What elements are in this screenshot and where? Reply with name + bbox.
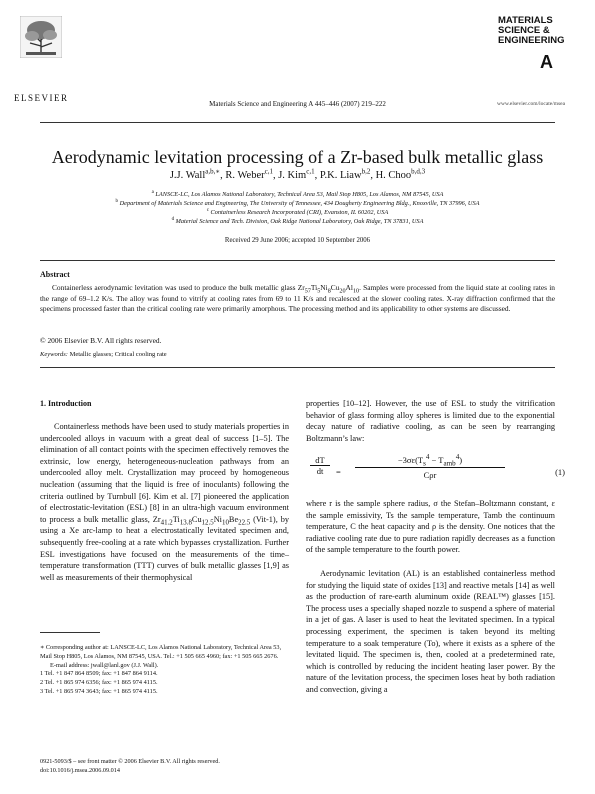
equation-rhs-numerator: $-3\sigma\varepsilon(T_s^4 - T_{amb}^4)$ [355, 455, 505, 468]
equation-lhs-denominator: dt [316, 466, 324, 476]
affiliation-text: Containerless Research Incorporated (CRI), Evanston, IL 60202, USA [210, 209, 389, 216]
author-name: P.K. Liaw [319, 170, 362, 181]
alloy-element: Cu [330, 283, 340, 292]
alloy-subscript: 8 [327, 288, 331, 295]
affiliation [0, 218, 595, 225]
journal-logo-line: MATERIALS [498, 15, 553, 26]
affiliation-mark: a [151, 189, 154, 195]
affiliation-text: Department of Materials Science and Engineering, The University of Tennessee, 434 Dougherty Engineering Bldg., Knoxville, TN 37996, USA [119, 200, 480, 207]
alloy-element: Al [345, 283, 353, 292]
footnote-2: 2 Tel. +1 865 974 6356; fax: +1 865 974 4115. [40, 679, 158, 687]
alloy-subscript: 10 [222, 519, 229, 527]
equation-equals-sign: = [336, 467, 341, 477]
journal-website-link[interactable]: www.elsevier.com/locate/msea [497, 101, 566, 107]
footer-copyright: 0921-5093/$ – see front matter © 2006 Elsevier B.V. All rights reserved. [40, 758, 220, 765]
journal-logo-line: ENGINEERING [498, 35, 565, 46]
right-paragraph-1: properties [10–12]. However, the use of ESL to study the vitrification behavior of glass forming alloy spheres is limited due to the exponential decay nature of radiative cooling, as can be seen by rearranging Boltzmann’s law: [306, 399, 555, 443]
journal-citation: Materials Science and Engineering A 445–446 (2007) 219–222 [209, 100, 386, 108]
alloy-subscript: 10 [352, 288, 360, 295]
alloy-element: Ni [320, 283, 328, 292]
alloy-element: Cu [191, 514, 202, 524]
page-footer [40, 758, 220, 775]
footnote-divider [40, 632, 100, 633]
intro-paragraph [40, 421, 289, 583]
alloy-element: Ti [172, 514, 180, 524]
equation-1 [300, 455, 565, 495]
abstract-top-divider [40, 260, 555, 261]
footer-doi[interactable]: doi:10.1016/j.msea.2006.09.014 [40, 766, 120, 774]
equation-lhs [310, 455, 330, 476]
author-name: H. Choo [375, 170, 412, 181]
author-affiliation-mark: a,b,∗ [205, 167, 221, 176]
abstract-bottom-divider [40, 367, 555, 368]
equation-term: − T [429, 455, 444, 465]
footnotes [40, 644, 289, 697]
equation-sub: s [423, 459, 426, 468]
alloy-subscript: 57 [304, 288, 311, 295]
abstract-copyright: © 2006 Elsevier B.V. All rights reserved. [40, 336, 162, 345]
affiliation [0, 191, 595, 198]
affiliation-mark: d [171, 216, 175, 222]
intro-text: Containerless methods have been used to study materials properties in undercooled alloys in vacuum with a great deal of success [1–5]. The elimination of all contact points with the specimen effectively removes the extrinsic, low energy, heterogeneous-nucleation pathways from an undercooled alloy melt. Crystallization may proceed by homogeneous nucleation (assuming that the liquid is free of inoculants) following the criteria outlined by Turnbull [6]. Kim et al. [7] pioneered the application of electrostatic-levitation (ESL) [8] in an ultra-high vacuum environment to process a bulk metallic glass, [40, 422, 289, 524]
footnote-1: 1 Tel. +1 847 864 8509; fax: +1 847 864 9114. [40, 670, 158, 678]
footnote-email: E-mail address: jwall@lanl.gov (J.J. Wall). [50, 661, 159, 669]
alloy-subscript: 12.5 [201, 519, 214, 527]
author-name: R. Weber [225, 170, 265, 181]
alloy-subscript: 20 [339, 288, 346, 295]
journal-logo-line: SCIENCE & [498, 25, 550, 36]
right-paragraph-2: where r is the sample sphere radius, σ the Stefan–Boltzmann constant, ε the sample emissivity, Ts the sample temperature, Tamb the continuum temperature, C the heat capacity and ρ is the density. One notices that the radiative cooling rate due to pure radiation rapidly decreases as a function of the sample temperature to the fourth power. [306, 499, 555, 555]
publisher-name: ELSEVIER [14, 93, 69, 103]
footnote-corresponding-author: ∗ Corresponding author at: LANSCE-LC, Los Alamos National Laboratory, Technical Area 53, Mail Stop H805, Los Alamos, NM 87545, USA. Tel.: +1 505 665 4960; fax: +1 505 665 2676. [40, 644, 282, 660]
equation-sup: 4 [455, 453, 460, 462]
affiliation-mark: c [206, 207, 209, 213]
author-affiliation-mark: c,1 [306, 167, 315, 176]
author-affiliation-mark: c,1 [264, 167, 273, 176]
paper-title: Aerodynamic levitation processing of a Zr-based bulk metallic glass [51, 147, 544, 167]
affiliation-text: Material Science and Tech. Division, Oak Ridge National Laboratory, Oak Ridge, TN 37831, USA [175, 218, 424, 225]
equation-sup: 4 [425, 453, 430, 462]
abstract-text: Containerless aerodynamic levitation was used to produce the bulk metallic glass Zr [52, 283, 305, 292]
journal-logo-letter: A [540, 52, 553, 72]
alloy-element: Ni [213, 514, 222, 524]
intro-text: (Vit-1), by using a Xe arc-lamp to heat a electrostatically levitated specimen and, subsequently free-cooling at a rate which bypasses crystallization. Further ESL investigations have focused on the measurements of the time–temperature transformation (TTT) curves of bulk metallic glasses [1,9] as well as measurements of their thermophysical [40, 514, 290, 582]
abstract-body [40, 283, 555, 315]
affiliation [0, 200, 595, 207]
author-affiliation-mark: b,d,3 [411, 167, 426, 176]
alloy-subscript: 5 [317, 288, 321, 295]
right-paragraph-3: Aerodynamic levitation (AL) is an established containerless method for studying the liquid state of oxides [13] and reactive metals [14] as well as the production of rare-earth aluminum oxide (REAL™) glasses [15]. The process uses a specially shaped nozzle to suspend a sphere of material in a jet of gas. A laser is used to heat the levitated specimen. In a typical processing experiment, the specimen is taken beyond its melting temperature to a soak temperature (To), where it exists as a sphere of the levitated liquid. The specimen is, then, cooled at a predetermined rate, which is controlled by reducing the incident heating laser power. By the nature of the levitation process, the specimen loses heat by both radiation and convection, giving a [306, 569, 555, 694]
alloy-subscript: 22.5 [238, 519, 251, 527]
alloy-element: Zr [152, 514, 161, 524]
author-list: J.J. Wall$^{a,b,∗}$, R. Weber$^{c,1}$, J. Kim$^{c,1}$, P.K. Liaw$^{b,2}$, H. Choo$^{b,d,3}$ [169, 167, 426, 181]
keywords-text: Metallic glasses; Critical cooling rate [69, 351, 167, 358]
affiliation-mark: b [115, 198, 119, 204]
author-affiliation-mark: b,2 [361, 167, 371, 176]
abstract-text: . Samples were processed from the liquid state at cooling rates in the range of 69–1.2 K/s. The alloy was found to vitrify at cooling rates from 69 to 11 K/s and recalesced at the slower cooling rates. X-ray diffraction confirmed that the specimens processed faster than the critical cooling rate were primarily amorphous. The processing method and its applicability to other systems are discussed. [40, 283, 555, 314]
received-dates: Received 29 June 2006; accepted 10 September 2006 [224, 237, 371, 244]
alloy-element: Be [228, 514, 239, 524]
equation-number: (1) [555, 467, 565, 477]
keywords [40, 351, 167, 358]
equation-sub: amb [443, 459, 456, 468]
abstract-heading: Abstract [40, 270, 70, 279]
alloy-subscript: 41.2 [160, 519, 173, 527]
header-divider [40, 122, 555, 123]
section-heading-introduction: 1. Introduction [40, 399, 92, 408]
author-name: J.J. Wall [169, 170, 206, 181]
equation-rhs-denominator: Cρr [423, 470, 437, 480]
footnote-3: 3 Tel. +1 865 974 3643; fax: +1 865 974 4115. [40, 687, 158, 695]
affiliation [0, 209, 595, 216]
equation-lhs-numerator: dT [310, 455, 330, 466]
alloy-element: Ti [310, 283, 318, 292]
alloy-subscript: 13.8 [179, 519, 192, 527]
elsevier-tree-logo-icon [20, 16, 62, 58]
equation-term: −3σε(T [397, 455, 424, 465]
keywords-label: Keywords: [40, 351, 68, 358]
journal-logo [498, 16, 565, 46]
author-name: J. Kim [278, 170, 307, 181]
equation-rhs [355, 455, 505, 480]
affiliation-text: LANSCE-LC, Los Alamos National Laboratory, Technical Area 53, Mail Stop H805, Los Alamos, NM 87545, USA [155, 191, 444, 198]
